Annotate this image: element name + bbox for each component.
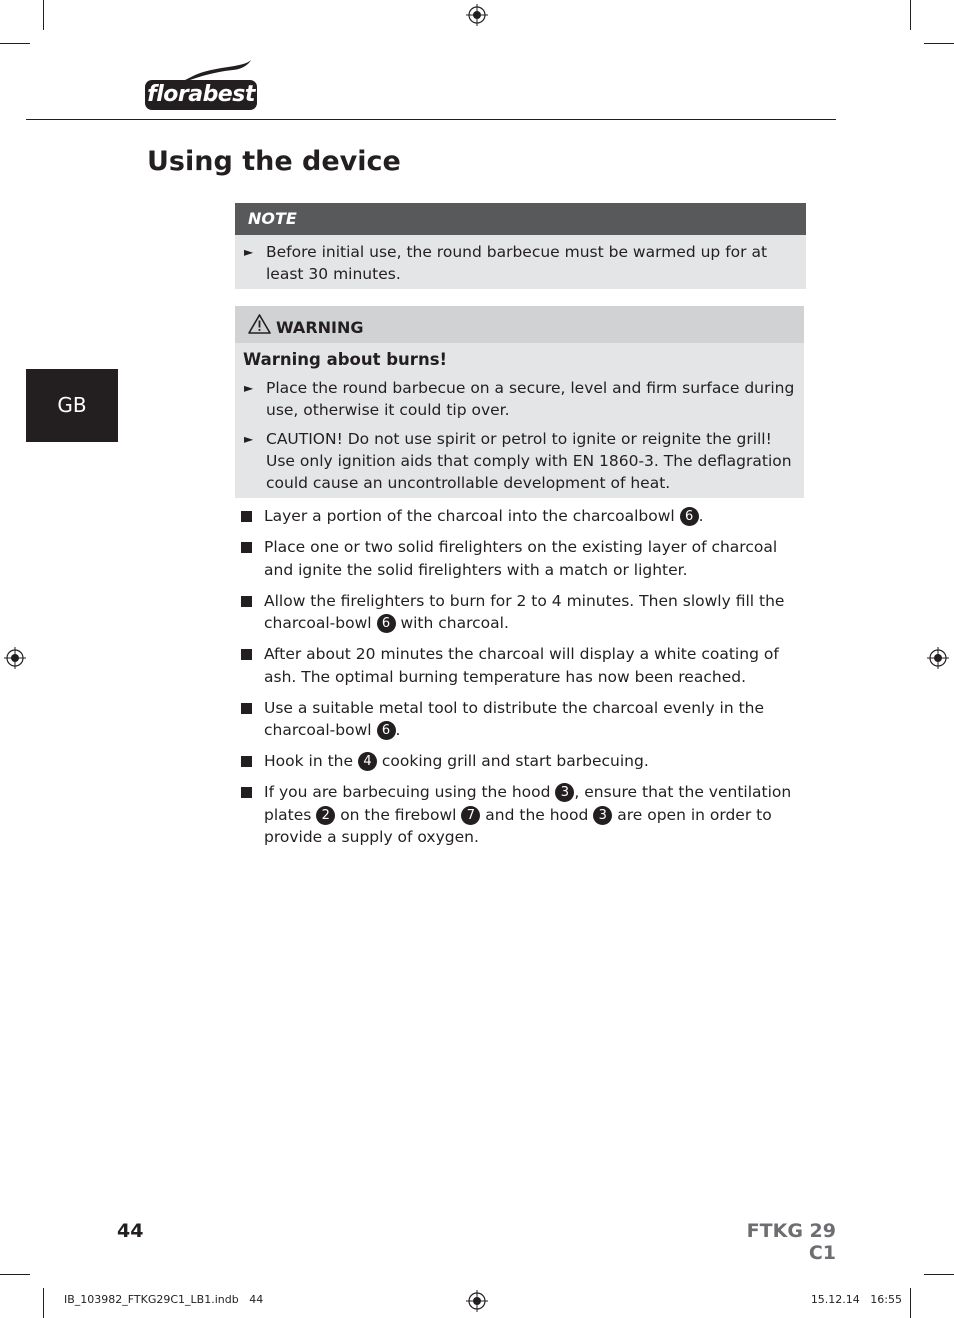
crop-mark xyxy=(910,1288,911,1318)
step-text: Hook in the xyxy=(264,752,358,770)
warning-item-text: CAUTION! Do not use spirit or petrol to ignite or reignite the grill! Use only ignition aids that comply with EN 1860-3. The deflagration could cause an uncontrollable development of heat. xyxy=(266,430,792,492)
registration-mark-icon xyxy=(466,1290,488,1312)
list-item xyxy=(240,536,808,581)
instruction-list xyxy=(240,505,808,857)
file-info: IB_103982_FTKG29C1_LB1.indb 44 xyxy=(64,1293,264,1306)
warning-heading: WARNING xyxy=(276,318,364,337)
step-text: with charcoal. xyxy=(395,614,509,632)
note-item-text: Before initial use, the round barbecue must be warmed up for at least 30 minutes. xyxy=(266,243,768,283)
crop-mark xyxy=(43,1288,44,1318)
square-bullet-icon xyxy=(241,511,252,522)
crop-mark xyxy=(924,43,954,44)
square-bullet-icon xyxy=(241,703,252,714)
step-text: After about 20 minutes the charcoal will display a white coating of ash. The optimal burning temperature has now been reached. xyxy=(264,645,779,686)
part-number-badge: 4 xyxy=(358,752,377,771)
step-text: Layer a portion of the charcoal into the charcoalbowl xyxy=(264,507,680,525)
warning-item-text: Place the round barbecue on a secure, level and firm surface during use, otherwise it could tip over. xyxy=(266,379,795,419)
arrow-bullet-icon: ► xyxy=(244,245,254,259)
brand-logo xyxy=(143,60,259,112)
list-item xyxy=(240,697,808,742)
warning-item xyxy=(235,428,800,494)
note-heading: NOTE xyxy=(235,203,806,235)
language-tab: GB xyxy=(26,369,118,442)
square-bullet-icon xyxy=(241,649,252,660)
step-text: Place one or two solid firelighters on the existing layer of charcoal and ignite the solid firelighters with a match or lighter. xyxy=(264,538,778,579)
list-item xyxy=(240,750,808,773)
step-text: on the firebowl xyxy=(335,805,462,824)
part-number-badge: 2 xyxy=(316,806,335,825)
registration-mark-icon xyxy=(466,4,488,26)
model-code: FTKG 29 C1 xyxy=(746,1220,836,1264)
warning-header xyxy=(235,306,804,343)
step-text: and the hood xyxy=(480,805,594,824)
arrow-bullet-icon: ► xyxy=(244,432,254,446)
step-text: , ensure that the ventilation plates xyxy=(264,783,792,824)
part-number-badge: 3 xyxy=(555,783,574,802)
logo-text: florabest xyxy=(145,80,257,110)
part-number-badge: 3 xyxy=(593,806,612,825)
crop-mark xyxy=(0,43,30,44)
step-text: Use a suitable metal tool to distribute the charcoal evenly in the charcoal-bowl xyxy=(264,698,765,739)
note-box xyxy=(235,203,806,289)
print-date: 15.12.14 16:55 xyxy=(810,1293,902,1306)
warning-subheading: Warning about burns! xyxy=(243,350,448,369)
step-text: . xyxy=(698,507,704,525)
warning-triangle-icon xyxy=(248,314,271,334)
page-number: 44 xyxy=(117,1220,144,1242)
part-number-badge: 6 xyxy=(680,507,699,526)
warning-item xyxy=(235,377,800,421)
square-bullet-icon xyxy=(241,787,252,798)
arrow-bullet-icon: ► xyxy=(244,381,254,395)
step-text: are open in order to provide a supply of oxygen. xyxy=(264,805,772,846)
list-item xyxy=(240,781,808,849)
list-item xyxy=(240,643,808,688)
warning-box xyxy=(235,306,804,498)
crop-mark xyxy=(924,1274,954,1275)
step-text: If you are barbecuing using the hood xyxy=(264,783,556,801)
crop-mark xyxy=(0,1274,30,1275)
list-item xyxy=(240,505,808,528)
square-bullet-icon xyxy=(241,596,252,607)
step-text: . xyxy=(395,721,401,739)
note-item xyxy=(235,241,786,285)
square-bullet-icon xyxy=(241,756,252,767)
part-number-badge: 7 xyxy=(461,806,480,825)
page-title: Using the device xyxy=(147,146,401,177)
part-number-badge: 6 xyxy=(377,721,396,740)
registration-mark-icon xyxy=(4,647,26,669)
header-rule xyxy=(26,119,836,120)
square-bullet-icon xyxy=(241,542,252,553)
step-text: Allow the firelighters to burn for 2 to 4 minutes. Then slowly fill the charcoal-bowl xyxy=(264,591,785,632)
part-number-badge: 6 xyxy=(377,614,396,633)
registration-mark-icon xyxy=(927,647,949,669)
step-text: cooking grill and start barbecuing. xyxy=(376,752,649,770)
crop-mark xyxy=(43,0,44,30)
list-item xyxy=(240,590,808,635)
crop-mark xyxy=(910,0,911,30)
